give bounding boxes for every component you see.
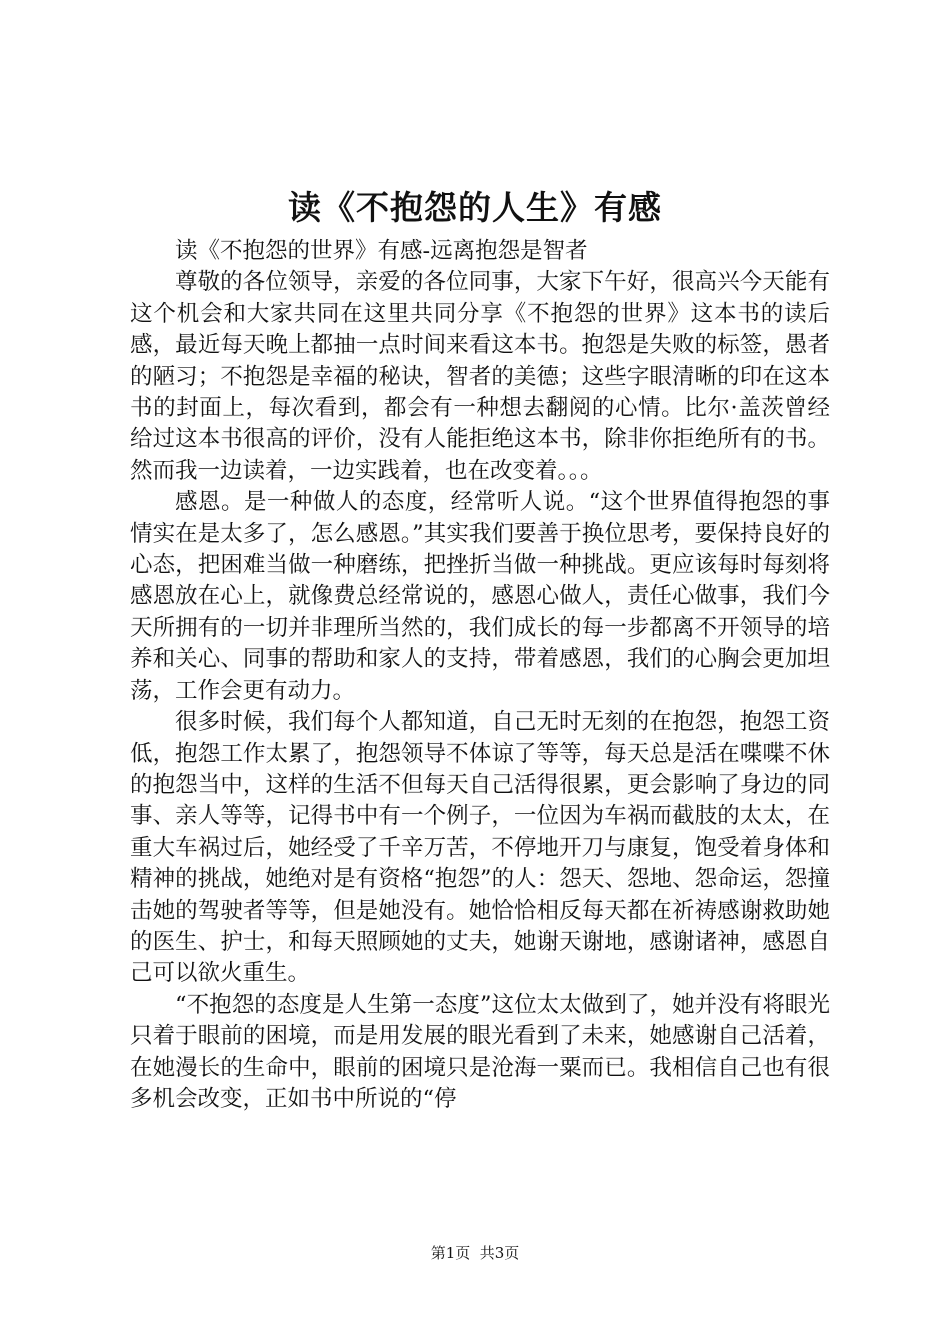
document-body: [130, 236, 830, 1115]
subtitle-paragraph: 读《不抱怨的世界》有感-远离抱怨是智者: [175, 238, 588, 264]
paragraph: “不抱怨的态度是人生第一态度”这位太太做到了，她并没有将眼光只着于眼前的困境，而是用发展的眼光看到了未来，她感谢自己活着，在她漫长的生命中，眼前的困境只是沧海一粟而已。我相信自己也有很多机会改变，正如书中所说的“停: [130, 991, 830, 1112]
document-title: 读《不抱怨的人生》有感: [288, 188, 662, 227]
page-footer: [0, 1243, 950, 1263]
paragraph: 感恩。是一种做人的态度，经常听人说。“这个世界值得抱怨的事情实在是太多了，怎么感恩。”其实我们要善于换位思考，要保持良好的心态，把困难当做一种磨练，把挫折当做一种挑战。更应该每时每刻将感恩放在心上，就像费总经常说的，感恩心做人，责任心做事，我们今天所拥有的一切并非理所当然的，我们成长的每一步都离不开领导的培养和关心、同事的帮助和家人的支持，带着感恩，我们的心胸会更加坦荡，工作会更有动力。: [130, 489, 830, 704]
paragraph: 很多时候，我们每个人都知道，自己无时无刻的在抱怨，抱怨工资低，抱怨工作太累了，抱怨领导不体谅了等等，每天总是活在喋喋不休的抱怨当中，这样的生活不但每天自己活得很累，更会影响了身边的同事、亲人等等，记得书中有一个例子，一位因为车祸而截肢的太太，在重大车祸过后，她经受了千辛万苦，不停地开刀与康复，饱受着身体和精神的挑战，她绝对是有资格“抱怨”的人：怨天、怨地、怨命运，怨撞击她的驾驶者等等，但是她没有。她恰恰相反每天都在祈祷感谢救助她的医生、护士，和每天照顾她的丈夫，她谢天谢地，感谢诸神，感恩自己可以欲火重生。: [130, 709, 830, 987]
page-number: 第1页 共3页: [430, 1244, 520, 1262]
paragraph: 尊敬的各位领导，亲爱的各位同事，大家下午好，很高兴今天能有这个机会和大家共同在这里共同分享《不抱怨的世界》这本书的读后感，最近每天晚上都抽一点时间来看这本书。抱怨是失败的标签，愚者的陋习；不抱怨是幸福的秘诀，智者的美德；这些字眼清晰的印在这本书的封面上，每次看到，都会有一种想去翻阅的心情。比尔·盖茨曾经给过这本书很高的评价，没有人能拒绝这本书，除非你拒绝所有的书。然而我一边读着，一边实践着，也在改变着。。。: [130, 269, 830, 484]
